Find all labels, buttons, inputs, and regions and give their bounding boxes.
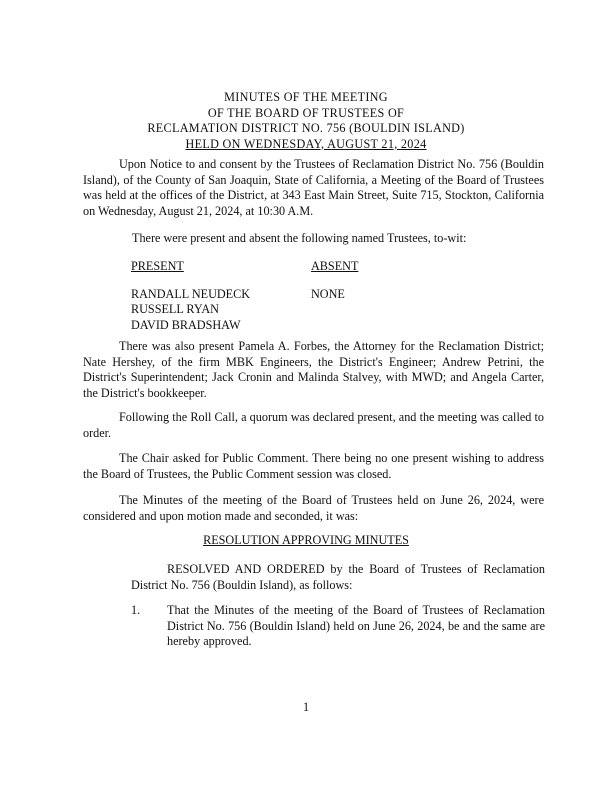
resolution-heading: RESOLUTION APPROVING MINUTES [203,533,409,547]
title-line-3: RECLAMATION DISTRICT NO. 756 (BOULDIN ISLAND) [147,121,465,136]
public-comment-paragraph: The Chair asked for Public Comment. There being no one present wishing to address the Board of Trustees, the Public Comment session was closed. [83,451,544,481]
resolved-paragraph: RESOLVED AND ORDERED by the Board of Trustees of Reclamation District No. 756 (Bouldin Island), as follows: [131,562,545,592]
present-name: RANDALL NEUDECK [131,286,251,301]
notice-paragraph: Upon Notice to and consent by the Trustees of Reclamation District No. 756 (Bouldin Island), of the County of San Joaquin, State of California, a Meeting of the Board of Trustees was held at the offices of the District, at 343 East Main Street, Suite 715, Stockton, California on Wednesday, August 21, 2024, at 10:30 A.M. [83,157,544,218]
present-header: PRESENT [131,259,184,273]
absent-header: ABSENT [311,259,359,273]
absent-column [311,259,358,302]
minutes-paragraph: The Minutes of the meeting of the Board of Trustees held on June 26, 2024, were considered and upon motion made and seconded, it was: [83,493,544,523]
absent-name: NONE [311,286,345,301]
page-number: 1 [302,700,310,714]
present-name: RUSSELL RYAN [131,302,219,317]
present-name: DAVID BRADSHAW [131,317,241,332]
title-line-1: MINUTES OF THE MEETING [224,90,388,104]
present-column [131,259,250,333]
title-line-4: HELD ON WEDNESDAY, AUGUST 21, 2024 [185,136,427,151]
document-title [0,90,612,152]
item-number: 1. [131,603,141,617]
roll-call-paragraph: Following the Roll Call, a quorum was declared present, and the meeting was called to order. [83,410,544,440]
item-1-text: That the Minutes of the meeting of the Board of Trustees of Reclamation District No. 756 (Bouldin Island) held on June 26, 2024, be and the same are hereby approved. [167,603,545,649]
also-present-paragraph: There was also present Pamela A. Forbes, the Attorney for the Reclamation District; Nate Hershey, of the firm MBK Engineers, the District's Engineer; Andrew Petrini, the District's Superintendent; Jack Cronin and Malinda Stalvey, with MWD; and Angela Carter, the District's bookkeeper. [83,339,544,400]
attendance-intro: There were present and absent the following named Trustees, to-wit: [132,231,467,245]
title-line-2: OF THE BOARD OF TRUSTEES OF [207,105,405,120]
